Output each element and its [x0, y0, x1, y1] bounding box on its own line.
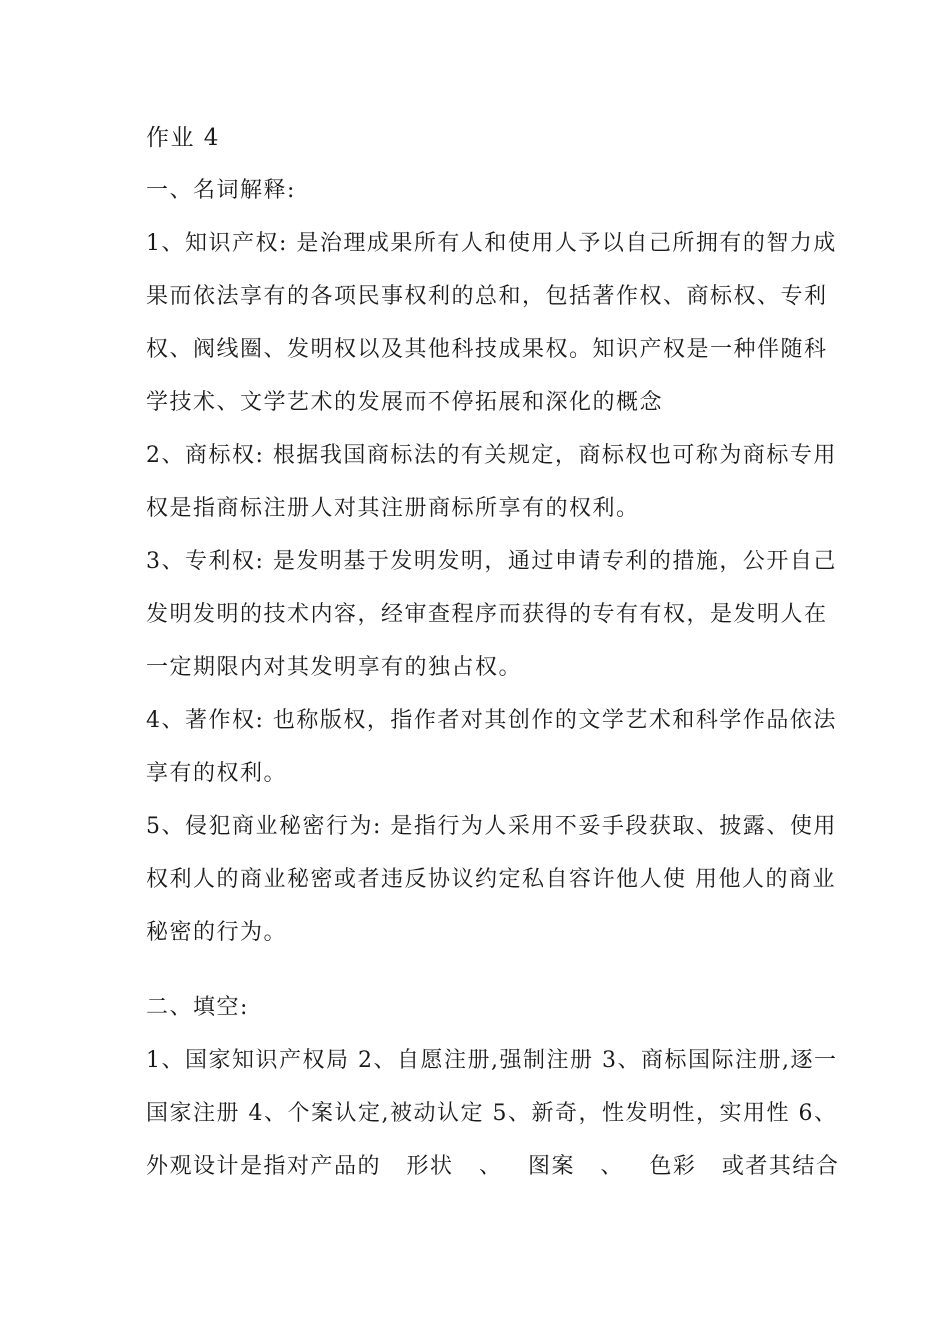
text-line: 外观设计是指对产品的 形状 、 图案 、 色彩 或者其结合	[146, 1154, 840, 1179]
text-line: 学技术、文学艺术的发展而不停拓展和深化的概念	[146, 390, 664, 415]
text-line: 果而依法享有的各项民事权利的总和，包括著作权、商标权、专利	[146, 284, 828, 309]
text-line: 1、国家知识产权局 2、自愿注册,强制注册 3、商标国际注册,逐一	[146, 1048, 838, 1073]
section-heading-definitions: 一、名词解释:	[146, 178, 296, 203]
text-line: 秘密的行为。	[146, 920, 288, 945]
text-line: 国家注册 4、个案认定,被动认定 5、新奇，性发明性，实用性 6、	[146, 1101, 838, 1126]
text-line: 权、阀线圈、发明权以及其他科技成果权。知识产权是一种伴随科	[146, 337, 828, 362]
text-line: 3、专利权: 是发明基于发明发明，通过申请专利的措施，公开自己	[146, 549, 837, 574]
text-line: 权利人的商业秘密或者违反协议约定私自容许他人使 用他人的商业	[146, 867, 836, 892]
text-line: 2、商标权: 根据我国商标法的有关规定，商标权也可称为商标专用	[146, 443, 837, 468]
text-line: 5、侵犯商业秘密行为: 是指行为人采用不妥手段获取、披露、使用	[146, 814, 837, 839]
text-line: 享有的权利。	[146, 761, 288, 786]
text-line: 发明发明的技术内容，经审查程序而获得的专有有权，是发明人在	[146, 602, 828, 627]
text-line: 一定期限内对其发明享有的独占权。	[146, 655, 523, 680]
section-heading-fill-in: 二、填空:	[146, 995, 249, 1020]
document-title: 作业 4	[146, 125, 220, 151]
text-line: 权是指商标注册人对其注册商标所享有的权利。	[146, 496, 640, 521]
text-line: 1、知识产权: 是治理成果所有人和使用人予以自己所拥有的智力成	[146, 231, 837, 256]
text-line: 4、著作权: 也称版权，指作者对其创作的文学艺术和科学作品依法	[146, 708, 837, 733]
